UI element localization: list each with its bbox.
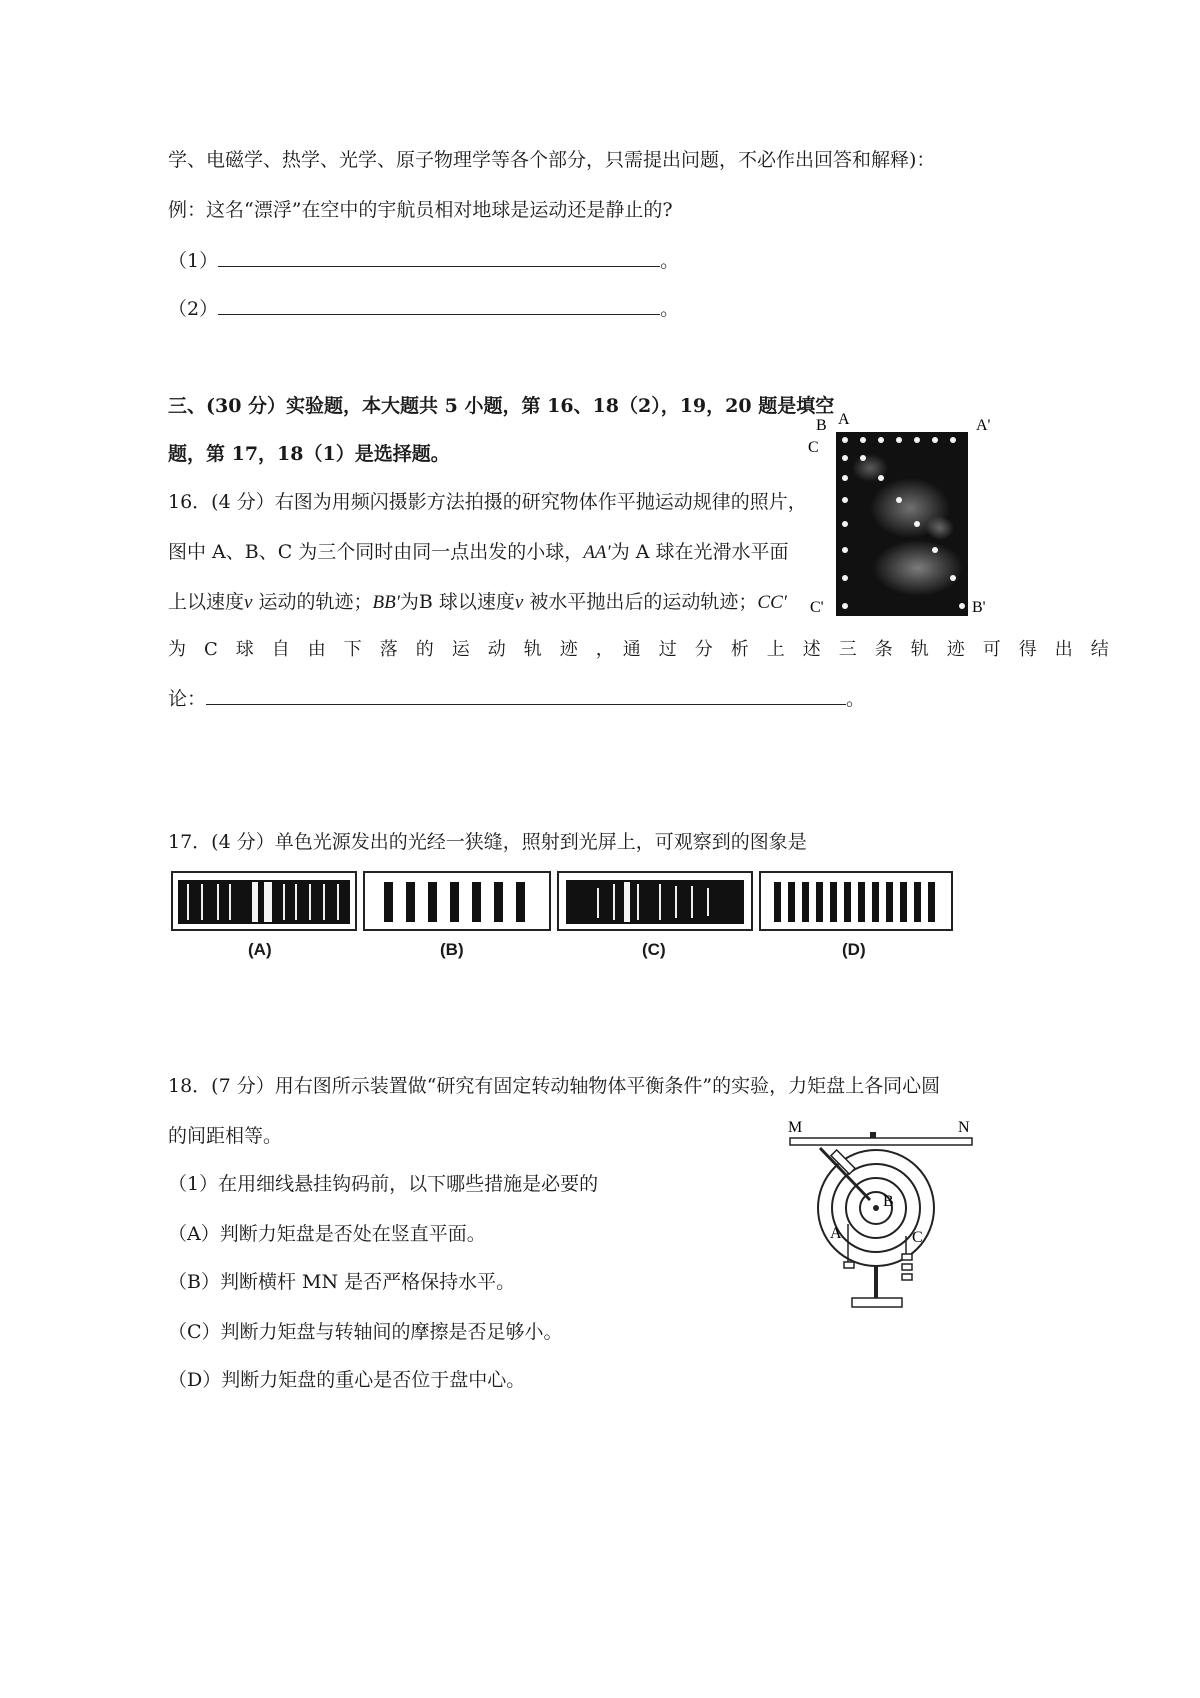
label-a: A [830,1225,842,1242]
option-c-label: (C) [642,940,666,959]
crossbar-pivot [870,1132,876,1138]
strobe-photo-figure [800,408,1000,628]
end-mark: 。 [846,688,866,710]
answer-item-1 [168,248,679,273]
q16-answer-line [168,686,865,711]
q16-line [168,590,787,615]
q18-line: 的间距相等。 [168,1125,283,1147]
intro-line: 学、电磁学、热学、光学、原子物理学等各个部分，只需提出问题，不必作出回答和解释)： [168,149,936,171]
q17-line: 17．(4 分）单色光源发出的光经一狭缝，照射到光屏上，可观察到的图象是 [168,831,807,853]
example-line: 例：这名“漂浮”在空中的宇航员相对地球是运动还是静止的? [168,199,673,221]
photo-glare [926,516,954,540]
label-b: B [816,417,827,434]
end-mark: 。 [660,250,680,272]
option-b-pattern[interactable] [364,872,550,930]
option-c-pattern[interactable] [558,872,752,930]
option-b-label: (B) [440,940,464,959]
label-b: B [883,1193,894,1210]
q16-line: 16．(4 分）右图为用频闪摄影方法拍摄的研究物体作平抛运动规律的照片， [168,491,807,513]
label-n: N [958,1119,970,1136]
q16-text: 运动的轨迹； [258,591,373,613]
option-d-label: (D) [842,940,866,959]
torque-disk-figure [780,1112,980,1322]
q16-line: 为 C 球 自 由 下 落 的 运 动 轨 迹 ， 通 过 分 析 上 述 三 条 轨 迹 可 得 出 结 [168,639,1109,660]
answer-blank-2[interactable] [218,296,660,315]
label-a-prime: A' [976,417,991,434]
label-a: A [838,411,850,428]
weight-c [902,1264,912,1270]
label-b-prime: B' [972,599,986,616]
section-heading: 三、(30 分）实验题，本大题共 5 小题，第 16、18（2），19，20 题是填空 [168,395,835,417]
math-v: v [244,592,253,613]
q18-subquestion: （1）在用细线悬挂钩码前，以下哪些措施是必要的 [168,1173,599,1195]
option-d-pattern[interactable] [760,872,952,930]
label-c: C [808,439,819,456]
section-heading-cont: 题，第 17，18（1）是选择题。 [168,443,450,465]
q16-text: 上以速度 [168,591,245,613]
answer-item-2 [168,296,679,321]
answer-blank-1[interactable] [218,248,660,267]
photo-glare [873,540,963,596]
disk-axle [873,1205,879,1211]
math-cc: CC′ [757,592,787,613]
q16-text: 为B 球以速度 [399,591,515,613]
label-m: M [788,1119,803,1136]
q16-text: 为 A 球在光滑水平面 [610,541,789,563]
weight-a [844,1262,854,1268]
q16-text: 被水平抛出后的运动轨迹； [529,591,758,613]
pattern-options-figure [168,870,958,932]
choice-c[interactable]: （C）判断力矩盘与转轴间的摩擦是否足够小。 [168,1321,563,1343]
item-label: （2） [168,298,219,320]
stand-base [852,1298,902,1307]
math-bb: BB′ [372,592,400,613]
math-v: v [514,592,524,613]
choice-b[interactable]: （B）判断横杆 MN 是否严格保持水平。 [168,1271,516,1293]
q16-text: 论： [168,688,207,710]
crossbar-mn [790,1138,972,1145]
q16-line [168,540,789,565]
weight-c [902,1274,912,1280]
conclusion-blank[interactable] [206,686,846,705]
weight-c [902,1254,912,1260]
end-mark: 。 [660,298,680,320]
option-a-label: (A) [248,940,272,959]
choice-d[interactable]: （D）判断力矩盘的重心是否位于盘中心。 [168,1369,526,1391]
q16-text: 图中 A、B、C 为三个同时由同一点出发的小球， [168,541,584,563]
option-a-pattern[interactable] [172,872,356,930]
choice-a[interactable]: （A）判断力矩盘是否处在竖直平面。 [168,1223,486,1245]
string [820,1148,870,1200]
math-aa: AA′ [583,542,611,563]
label-c: C [912,1229,923,1246]
q18-line: 18．(7 分）用右图所示装置做“研究有固定转动轴物体平衡条件”的实验，力矩盘上各同心圆 [168,1075,941,1097]
item-label: （1） [168,250,219,272]
label-c-prime: C' [810,599,824,616]
